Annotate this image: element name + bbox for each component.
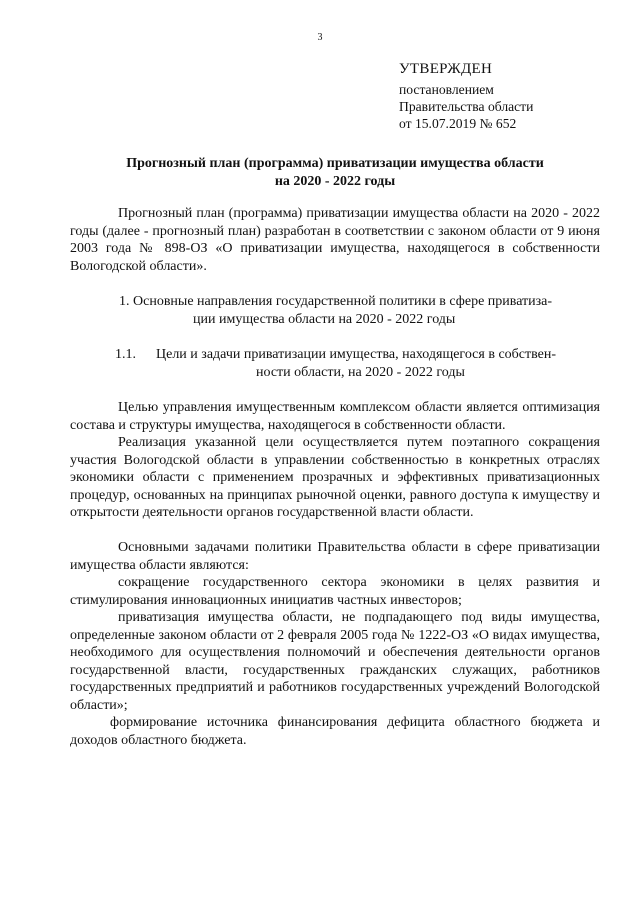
section-heading-line: ции имущества области на 2020 - 2022 годы — [193, 311, 456, 327]
intro-paragraph: Прогнозный план (программа) приватизации имущества области на 2020 - 2022 годы (далее - прогнозный план) разработан в соответствии с законом области от 9 июня 2003 года № 898-ОЗ «О приватизации имущества, находящегося в собственности Вологодской области». — [70, 206, 600, 274]
section-1-heading — [70, 293, 600, 328]
section-heading-line: ности области, на 2020 - 2022 годы — [256, 364, 465, 380]
approval-line: постановлением — [399, 82, 494, 97]
document-title — [70, 155, 600, 191]
approval-date-number: от 15.07.2019 № 652 — [399, 116, 517, 131]
section-heading-line: Цели и задачи приватизации имущества, находящегося в собствен- — [156, 347, 557, 362]
task-item: сокращение государственного сектора экономики в целях развития и стимулирования инновационных инициатив частных инвесторов; — [70, 575, 600, 608]
title-line: Прогнозный план (программа) приватизации имущества области — [126, 156, 544, 171]
task-item: приватизация имущества области, не подпадающего под виды имущества, определенные законом области от 2 февраля 2005 года № 1222-ОЗ «О видах имущества, необходимого для осуществления полномочий и обеспечения деятельности органов государственной власти, государственных гражданских служащих, работников государственных предприятий и работников государственных учреждений Вологодской области»; — [70, 610, 600, 713]
approval-stamp — [399, 60, 533, 132]
task-item: формирование источника финансирования дефицита областного бюджета и доходов областного бюджета. — [70, 715, 600, 748]
section-1-1-heading — [70, 346, 600, 381]
approval-line: Правительства области — [399, 99, 534, 114]
section-heading-line: 1. Основные направления государственной политики в сфере приватиза- — [119, 294, 553, 309]
section-number: 1.1. — [115, 347, 136, 362]
page-number: 3 — [317, 32, 323, 43]
goal-paragraph: Целью управления имущественным комплексом области является оптимизация состава и структуры имущества, находящегося в собственности области. — [70, 400, 600, 433]
tasks-intro-paragraph: Основными задачами политики Правительства области в сфере приватизации имущества области являются: — [70, 540, 600, 573]
realization-paragraph: Реализация указанной цели осуществляется путем поэтапного сокращения участия Вологодской области в управлении собственностью в конкретных отраслях экономики области с применением прозрачных и эффективных приватизационных процедур, основанных на принципах рыночной оценки, равного доступа к имуществу и открытости деятельности органов государственной власти области. — [70, 435, 600, 520]
approval-heading: УТВЕРЖДЕН — [399, 61, 493, 77]
title-line: на 2020 - 2022 годы — [274, 174, 396, 189]
